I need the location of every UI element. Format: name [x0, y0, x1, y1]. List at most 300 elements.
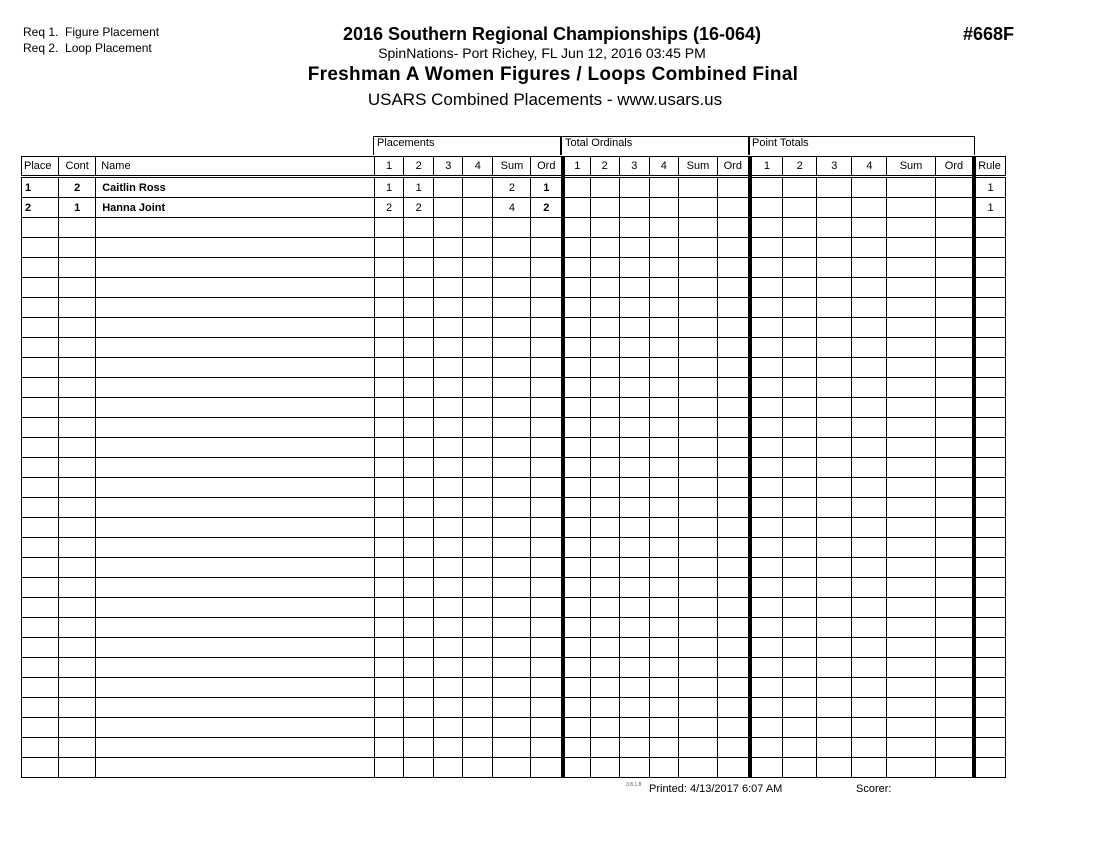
placement-1-cell — [375, 298, 404, 318]
rule-cell — [974, 478, 1005, 498]
total-ord-1-cell — [563, 218, 590, 238]
point-total-ord-cell — [935, 438, 974, 458]
contestant-number-cell — [59, 538, 96, 558]
point-total-ord-cell — [935, 278, 974, 298]
total-ord-3-cell — [619, 418, 649, 438]
total-ord-3-cell — [619, 638, 649, 658]
point-total-ord-cell — [935, 578, 974, 598]
point-total-2-cell — [783, 238, 817, 258]
placement-sum-cell — [493, 698, 531, 718]
placement-sum-cell: 4 — [493, 198, 531, 218]
point-total-ord-cell — [935, 398, 974, 418]
total-ord-1-cell — [563, 278, 590, 298]
placement-4-cell — [463, 338, 493, 358]
total-ord-ord-cell — [718, 177, 750, 198]
empty-table-row — [22, 458, 1006, 478]
placement-1-cell — [375, 338, 404, 358]
point-total-4-cell — [852, 438, 887, 458]
placement-2-cell — [404, 378, 434, 398]
point-total-4-cell — [852, 678, 887, 698]
point-total-1-cell — [750, 398, 783, 418]
placement-sum-cell — [493, 678, 531, 698]
point-total-sum-cell — [887, 658, 935, 678]
point-total-ord-cell — [935, 378, 974, 398]
placement-1-cell: 2 — [375, 198, 404, 218]
total-ord-ord-cell — [718, 358, 750, 378]
point-total-4-cell — [852, 338, 887, 358]
contestant-number-cell — [59, 558, 96, 578]
table-row — [22, 177, 1006, 198]
empty-table-row — [22, 438, 1006, 458]
point-total-3-cell — [817, 458, 852, 478]
req-label: Req 2. — [23, 41, 59, 55]
point-total-2-cell — [783, 558, 817, 578]
empty-table-row — [22, 738, 1006, 758]
total-ord-3-cell — [619, 718, 649, 738]
total-ord-3-cell — [619, 518, 649, 538]
col-name: Name — [96, 157, 375, 177]
placement-sum-cell — [493, 378, 531, 398]
total-ord-ord-cell — [718, 338, 750, 358]
point-total-3-cell — [817, 298, 852, 318]
total-ord-1-cell — [563, 578, 590, 598]
total-ord-4-cell — [649, 578, 678, 598]
total-ord-4-cell — [649, 498, 678, 518]
point-total-ord-cell — [935, 718, 974, 738]
contestant-number-cell — [59, 318, 96, 338]
point-total-3-cell — [817, 758, 852, 778]
placement-1-cell — [375, 318, 404, 338]
placement-3-cell — [434, 638, 463, 658]
placement-ord-cell — [531, 518, 563, 538]
competition-title: 2016 Southern Regional Championships (16-064) — [342, 24, 762, 44]
point-total-4-cell — [852, 378, 887, 398]
point-total-4-cell — [852, 658, 887, 678]
point-total-1-cell — [750, 438, 783, 458]
place-cell — [22, 558, 59, 578]
place-cell — [22, 218, 59, 238]
total-ord-3-cell — [619, 218, 649, 238]
placement-1-cell — [375, 678, 404, 698]
rule-cell: 1 — [974, 198, 1005, 218]
contestant-number-cell — [59, 458, 96, 478]
point-total-3-cell — [817, 198, 852, 218]
point-total-ord-cell — [935, 518, 974, 538]
placement-sum-cell — [493, 238, 531, 258]
placement-4-cell — [463, 198, 493, 218]
rule-cell — [974, 238, 1005, 258]
placement-3-cell — [434, 438, 463, 458]
point-total-ord-cell — [935, 738, 974, 758]
point-total-2-cell — [783, 638, 817, 658]
total-ord-4-cell — [649, 378, 678, 398]
rule-cell — [974, 718, 1005, 738]
total-ord-1-cell — [563, 238, 590, 258]
point-total-4-cell — [852, 458, 887, 478]
rule-cell — [974, 278, 1005, 298]
total-ord-3-cell — [619, 578, 649, 598]
req-text: Loop Placement — [65, 41, 152, 55]
total-ord-ord-cell — [718, 538, 750, 558]
req-text: Figure Placement — [65, 25, 160, 39]
total-ord-3-cell — [619, 618, 649, 638]
skater-name-cell — [96, 718, 375, 738]
skater-name-cell — [96, 398, 375, 418]
total-ord-1-cell — [563, 378, 590, 398]
placement-3-cell — [434, 558, 463, 578]
place-cell — [22, 318, 59, 338]
contestant-number-cell — [59, 258, 96, 278]
point-total-ord-cell — [935, 678, 974, 698]
total-ord-2-cell — [590, 498, 619, 518]
rule-cell — [974, 218, 1005, 238]
total-ord-4-cell — [649, 338, 678, 358]
point-total-2-cell — [783, 718, 817, 738]
point-total-sum-cell — [887, 538, 935, 558]
skater-name-cell — [96, 698, 375, 718]
placement-sum-cell — [493, 618, 531, 638]
total-ord-sum-cell — [678, 478, 717, 498]
total-ord-2-cell — [590, 198, 619, 218]
skater-name-cell: Caitlin Ross — [96, 177, 375, 198]
place-cell — [22, 658, 59, 678]
placement-4-cell — [463, 318, 493, 338]
place-cell — [22, 718, 59, 738]
place-cell — [22, 698, 59, 718]
total-ord-3-cell — [619, 698, 649, 718]
placement-4-cell — [463, 678, 493, 698]
total-ord-3-cell — [619, 338, 649, 358]
total-ord-4-cell — [649, 598, 678, 618]
col-to-ord: Ord — [718, 157, 750, 177]
total-ord-2-cell — [590, 758, 619, 778]
place-cell — [22, 678, 59, 698]
placement-3-cell — [434, 258, 463, 278]
total-ord-4-cell — [649, 298, 678, 318]
point-total-sum-cell — [887, 418, 935, 438]
point-total-2-cell — [783, 298, 817, 318]
total-ord-4-cell — [649, 678, 678, 698]
placement-sum-cell — [493, 738, 531, 758]
placement-2-cell — [404, 458, 434, 478]
header-row — [22, 157, 1006, 177]
skater-name-cell — [96, 658, 375, 678]
empty-table-row — [22, 378, 1006, 398]
point-total-sum-cell — [887, 498, 935, 518]
point-total-sum-cell — [887, 718, 935, 738]
total-ord-3-cell — [619, 278, 649, 298]
place-cell — [22, 518, 59, 538]
point-total-ord-cell — [935, 638, 974, 658]
skater-name-cell — [96, 538, 375, 558]
placement-3-cell — [434, 218, 463, 238]
placement-ord-cell — [531, 438, 563, 458]
group-placements: Placements — [373, 136, 561, 155]
total-ord-ord-cell — [718, 258, 750, 278]
point-total-4-cell — [852, 578, 887, 598]
total-ord-sum-cell — [678, 638, 717, 658]
empty-table-row — [22, 678, 1006, 698]
placement-3-cell — [434, 198, 463, 218]
group-point-totals: Point Totals — [748, 136, 975, 155]
placement-2-cell: 1 — [404, 177, 434, 198]
placement-1-cell — [375, 438, 404, 458]
empty-table-row — [22, 558, 1006, 578]
placement-4-cell — [463, 498, 493, 518]
total-ord-3-cell — [619, 558, 649, 578]
contestant-number-cell — [59, 678, 96, 698]
point-total-1-cell — [750, 598, 783, 618]
total-ord-3-cell — [619, 478, 649, 498]
total-ord-1-cell — [563, 618, 590, 638]
placement-sum-cell — [493, 498, 531, 518]
total-ord-3-cell — [619, 298, 649, 318]
placement-sum-cell — [493, 218, 531, 238]
rule-cell — [974, 538, 1005, 558]
skater-name-cell — [96, 638, 375, 658]
total-ord-ord-cell — [718, 298, 750, 318]
placement-1-cell — [375, 578, 404, 598]
placement-4-cell — [463, 258, 493, 278]
placement-ord-cell — [531, 418, 563, 438]
placement-3-cell — [434, 658, 463, 678]
placement-sum-cell — [493, 298, 531, 318]
total-ord-2-cell — [590, 618, 619, 638]
point-total-ord-cell — [935, 338, 974, 358]
placement-2-cell — [404, 718, 434, 738]
point-total-2-cell — [783, 278, 817, 298]
empty-table-row — [22, 598, 1006, 618]
total-ord-3-cell — [619, 398, 649, 418]
total-ord-2-cell — [590, 438, 619, 458]
event-title: Freshman A Women Figures / Loops Combined Final — [307, 64, 799, 85]
point-total-4-cell — [852, 318, 887, 338]
point-total-4-cell — [852, 278, 887, 298]
rule-cell — [974, 638, 1005, 658]
rule-cell — [974, 678, 1005, 698]
total-ord-4-cell — [649, 278, 678, 298]
placement-3-cell — [434, 177, 463, 198]
placement-3-cell — [434, 758, 463, 778]
point-total-2-cell — [783, 418, 817, 438]
point-total-4-cell — [852, 518, 887, 538]
place-cell — [22, 458, 59, 478]
total-ord-ord-cell — [718, 238, 750, 258]
placement-2-cell — [404, 558, 434, 578]
empty-table-row — [22, 658, 1006, 678]
placement-4-cell — [463, 398, 493, 418]
contestant-number-cell — [59, 718, 96, 738]
point-total-1-cell — [750, 678, 783, 698]
point-total-ord-cell — [935, 198, 974, 218]
col-to-sum: Sum — [678, 157, 717, 177]
point-total-2-cell — [783, 618, 817, 638]
placement-4-cell — [463, 418, 493, 438]
col-pt-2: 2 — [783, 157, 817, 177]
point-total-ord-cell — [935, 258, 974, 278]
skater-name-cell — [96, 738, 375, 758]
printed-timestamp: Printed: 4/13/2017 6:07 AM — [649, 783, 783, 795]
point-total-2-cell — [783, 498, 817, 518]
total-ord-ord-cell — [718, 438, 750, 458]
placement-sum-cell — [493, 598, 531, 618]
contestant-number-cell — [59, 738, 96, 758]
point-total-4-cell — [852, 758, 887, 778]
point-total-3-cell — [817, 398, 852, 418]
event-number: #668F — [963, 24, 1015, 44]
skater-name-cell — [96, 358, 375, 378]
point-total-sum-cell — [887, 518, 935, 538]
total-ord-sum-cell — [678, 258, 717, 278]
contestant-number-cell — [59, 618, 96, 638]
place-cell — [22, 258, 59, 278]
total-ord-sum-cell — [678, 438, 717, 458]
placement-2-cell — [404, 638, 434, 658]
total-ord-1-cell — [563, 518, 590, 538]
placement-sum-cell — [493, 278, 531, 298]
placement-4-cell — [463, 518, 493, 538]
point-total-3-cell — [817, 598, 852, 618]
total-ord-ord-cell — [718, 478, 750, 498]
rule-cell — [974, 618, 1005, 638]
total-ord-2-cell — [590, 658, 619, 678]
placement-sum-cell — [493, 478, 531, 498]
empty-table-row — [22, 278, 1006, 298]
empty-table-row — [22, 758, 1006, 778]
table-row — [22, 198, 1006, 218]
total-ord-sum-cell — [678, 498, 717, 518]
point-total-1-cell — [750, 238, 783, 258]
point-total-1-cell — [750, 218, 783, 238]
point-total-1-cell — [750, 258, 783, 278]
placement-ord-cell — [531, 558, 563, 578]
contestant-number-cell — [59, 278, 96, 298]
point-total-2-cell — [783, 358, 817, 378]
rule-cell — [974, 518, 1005, 538]
skater-name-cell — [96, 438, 375, 458]
total-ord-4-cell — [649, 218, 678, 238]
rule-cell — [974, 738, 1005, 758]
point-total-sum-cell — [887, 618, 935, 638]
total-ord-sum-cell — [678, 738, 717, 758]
total-ord-sum-cell — [678, 198, 717, 218]
total-ord-2-cell — [590, 358, 619, 378]
rule-cell — [974, 458, 1005, 478]
rule-cell — [974, 418, 1005, 438]
skater-name-cell — [96, 278, 375, 298]
contestant-number-cell — [59, 598, 96, 618]
rule-cell — [974, 698, 1005, 718]
placement-4-cell — [463, 698, 493, 718]
placement-sum-cell — [493, 538, 531, 558]
total-ord-ord-cell — [718, 638, 750, 658]
total-ord-4-cell — [649, 698, 678, 718]
col-pl-sum: Sum — [493, 157, 531, 177]
placement-ord-cell — [531, 358, 563, 378]
point-total-4-cell — [852, 638, 887, 658]
point-total-4-cell — [852, 738, 887, 758]
point-total-1-cell — [750, 558, 783, 578]
total-ord-ord-cell — [718, 498, 750, 518]
total-ord-sum-cell — [678, 538, 717, 558]
total-ord-3-cell — [619, 498, 649, 518]
point-total-sum-cell — [887, 298, 935, 318]
point-total-ord-cell — [935, 238, 974, 258]
total-ord-2-cell — [590, 538, 619, 558]
place-cell — [22, 638, 59, 658]
empty-table-row — [22, 518, 1006, 538]
point-total-ord-cell — [935, 218, 974, 238]
point-total-4-cell — [852, 598, 887, 618]
point-total-2-cell — [783, 698, 817, 718]
total-ord-4-cell — [649, 398, 678, 418]
total-ord-ord-cell — [718, 458, 750, 478]
point-total-2-cell — [783, 378, 817, 398]
placement-ord-cell — [531, 718, 563, 738]
contestant-number-cell — [59, 478, 96, 498]
contestant-number-cell — [59, 418, 96, 438]
contestant-number-cell — [59, 638, 96, 658]
placement-4-cell — [463, 218, 493, 238]
total-ord-ord-cell — [718, 598, 750, 618]
empty-table-row — [22, 318, 1006, 338]
col-pt-3: 3 — [817, 157, 852, 177]
total-ord-2-cell — [590, 458, 619, 478]
point-total-3-cell — [817, 698, 852, 718]
total-ord-sum-cell — [678, 718, 717, 738]
placement-ord-cell — [531, 538, 563, 558]
total-ord-1-cell — [563, 498, 590, 518]
point-total-sum-cell — [887, 578, 935, 598]
point-total-ord-cell — [935, 498, 974, 518]
place-cell — [22, 758, 59, 778]
empty-table-row — [22, 498, 1006, 518]
contestant-number-cell — [59, 338, 96, 358]
placement-1-cell — [375, 558, 404, 578]
col-pl-1: 1 — [375, 157, 404, 177]
point-total-3-cell — [817, 678, 852, 698]
rule-cell — [974, 658, 1005, 678]
point-total-1-cell — [750, 758, 783, 778]
placement-1-cell — [375, 478, 404, 498]
placement-ord-cell — [531, 238, 563, 258]
point-total-3-cell — [817, 558, 852, 578]
total-ord-1-cell — [563, 658, 590, 678]
total-ord-4-cell — [649, 238, 678, 258]
scoring-method: USARS Combined Placements - www.usars.us — [367, 90, 723, 109]
placement-4-cell — [463, 358, 493, 378]
placement-sum-cell — [493, 658, 531, 678]
point-total-4-cell — [852, 298, 887, 318]
placement-ord-cell — [531, 758, 563, 778]
point-total-3-cell — [817, 278, 852, 298]
point-total-sum-cell — [887, 478, 935, 498]
placement-2-cell — [404, 218, 434, 238]
placement-1-cell — [375, 418, 404, 438]
total-ord-1-cell — [563, 538, 590, 558]
placement-3-cell — [434, 678, 463, 698]
point-total-1-cell — [750, 318, 783, 338]
total-ord-1-cell — [563, 358, 590, 378]
placement-3-cell — [434, 338, 463, 358]
point-total-1-cell — [750, 458, 783, 478]
point-total-3-cell — [817, 718, 852, 738]
contestant-number-cell — [59, 398, 96, 418]
placement-2-cell — [404, 578, 434, 598]
point-total-2-cell — [783, 218, 817, 238]
placement-ord-cell: 1 — [531, 177, 563, 198]
placement-1-cell — [375, 638, 404, 658]
